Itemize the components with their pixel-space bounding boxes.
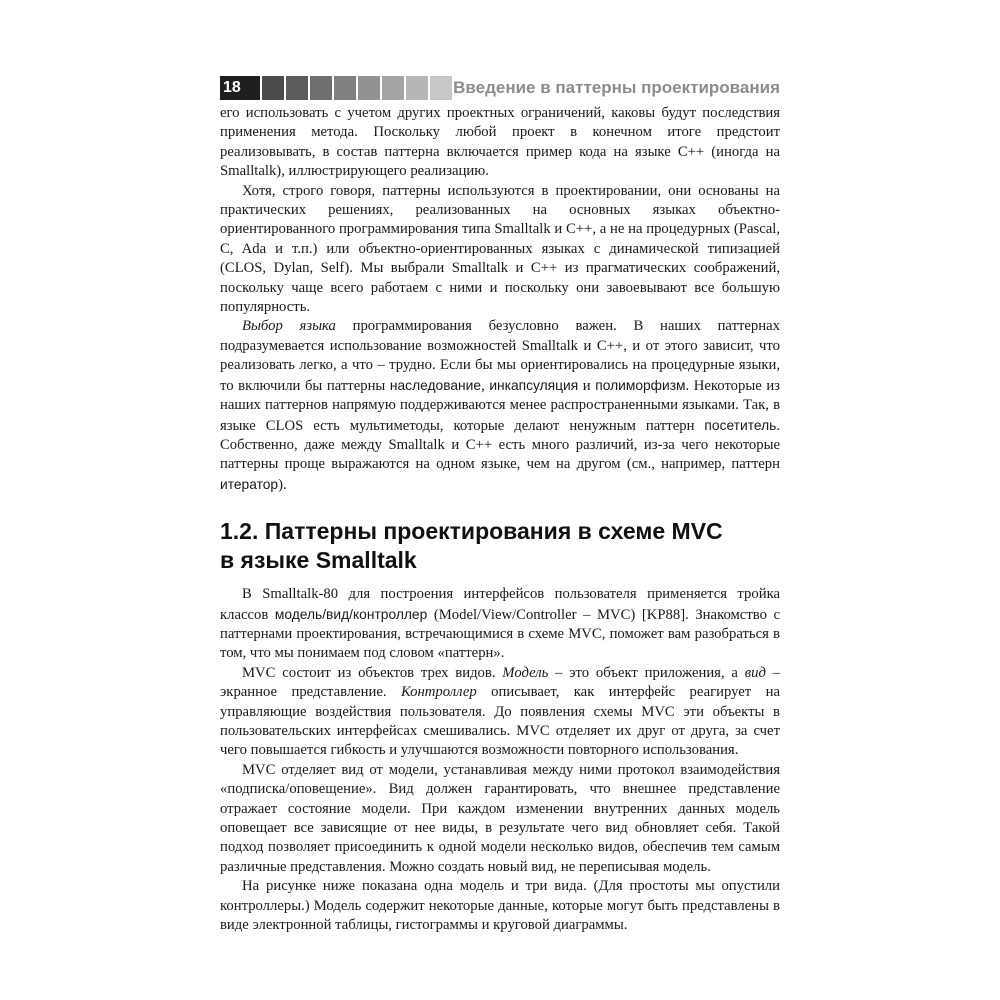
text-run: – это объект приложения, а <box>548 664 745 681</box>
section-heading-line-2: в языке Smalltalk <box>220 547 417 574</box>
term-model-view-controller: модель/вид/контроллер <box>274 606 428 622</box>
paragraph-3 <box>220 317 780 495</box>
header-block <box>310 76 332 100</box>
section-heading-line-1: 1.2. Паттерны проектирования в схеме MVC <box>220 518 723 545</box>
paragraph-2: Хотя, строго говоря, паттерны используются в проектировании, они основаны на практических решениях, реализованных на основных языках объектно-ориентированного программирования типа Smalltalk и C++, а не на процедурных (Pascal, C, Ada и т.п.) или объектно-ориентированных языках с динамической типизацией (CLOS, Dylan, Self). Мы выбрали Smalltalk и C++ из прагматических соображений, поскольку чаще всего работаем с ними и поскольку они завоевывают все большую популярность. <box>220 182 780 316</box>
section-heading <box>220 517 780 575</box>
page-header <box>220 76 780 100</box>
header-block <box>358 76 380 100</box>
pattern-name-visitor: посетитель <box>704 417 777 433</box>
pattern-name-encapsulation: инкапсуляция <box>489 377 579 393</box>
header-block <box>262 76 284 100</box>
page-number: 18 <box>220 76 260 100</box>
header-block <box>406 76 428 100</box>
header-block <box>382 76 404 100</box>
header-block <box>334 76 356 100</box>
pattern-name-inheritance: наследование <box>389 377 482 393</box>
text-run: В Smalltalk-80 для построения интерфейсов пользователя применяется тройка классов <box>220 586 780 623</box>
text-run: , <box>481 377 490 394</box>
text-run: и <box>578 377 596 394</box>
header-gradient-blocks <box>262 76 452 100</box>
paragraph-4 <box>220 585 780 664</box>
text-run: . Собственно, даже между Smalltalk и C++ есть много различий, из-за чего некоторые паттерны проще выражаются на одном языке, чем на другом (см., например, паттерн <box>220 417 780 473</box>
text-run: ). <box>278 476 287 493</box>
emphasis-view: вид <box>744 664 766 681</box>
paragraph-7: На рисунке ниже показана одна модель и три вида. (Для простоты мы опустили контроллеры.) Модель содержит некоторые данные, которые могут быть представлены в виде электронной таблицы, гистограммы и круговой диаграммы. <box>220 878 780 934</box>
text-run: MVC состоит из объектов трех видов. <box>242 664 503 681</box>
paragraph-6: MVC отделяет вид от модели, устанавливая между ними протокол взаимодействия «подписка/оповещение». Вид должен гарантировать, что внешнее представление отражает состояние модели. При каждом изменении внутренних данных модель оповещает все зависящие от нее виды, в результате чего вид обновляет себя. Такой подход позволяет присоединить к одной модели несколько видов, обеспечив тем самым различные представления. Можно создать новый вид, не переписывая модель. <box>220 761 780 875</box>
text-run: программирования безусловно важен. В наших паттернах подразумевается использование возможностей Smalltalk и C++, и от этого зависит, что реализовать легко, а что – трудно. Если бы мы ориентировались на процедурные языки, то включили бы паттерны <box>220 318 780 394</box>
pattern-name-polymorphism: полиморфизм <box>595 377 686 393</box>
text-run: . Некоторые из наших паттернов напрямую поддерживаются менее распространенными языками. Так, в языке CLOS есть мультиметоды, которые делают ненужным паттерн <box>220 377 780 434</box>
emphasis-language-choice: Выбор языка <box>242 318 336 335</box>
header-block <box>286 76 308 100</box>
pattern-name-iterator: итератор <box>220 476 279 492</box>
paragraph-1: его использовать с учетом других проектных ограничений, каковы будут последствия применения метода. Поскольку любой проект в конечном итоге предстоит реализовывать, в состав паттерна включается пример кода на языке C++ (иногда на Smalltalk), иллюстрирующего реализацию. <box>220 105 780 180</box>
emphasis-controller: Контроллер <box>400 684 477 701</box>
page-body <box>220 104 780 935</box>
text-run: описывает, как интерфейс реагирует на управляющие воздействия пользователя. До появления схемы MVC эти объекты в пользовательских интерфейсах смешивались. MVC отделяет их друг от друга, за счет чего повышается гибкость и улучшаются возможности повторного использования. <box>220 684 780 759</box>
paragraph-5 <box>220 664 780 761</box>
running-title: Введение в паттерны проектирования <box>453 78 780 97</box>
text-run: (Model/View/Controller – MVC) [KP88]. Знакомство с паттернами проектирования, встречающимися в схеме MVC, поможет вам разобраться в том, что мы понимаем под словом «паттерн». <box>220 606 780 662</box>
emphasis-model: Модель <box>502 664 549 681</box>
text-run: – экранное представление. <box>220 664 781 701</box>
header-block <box>430 76 452 100</box>
